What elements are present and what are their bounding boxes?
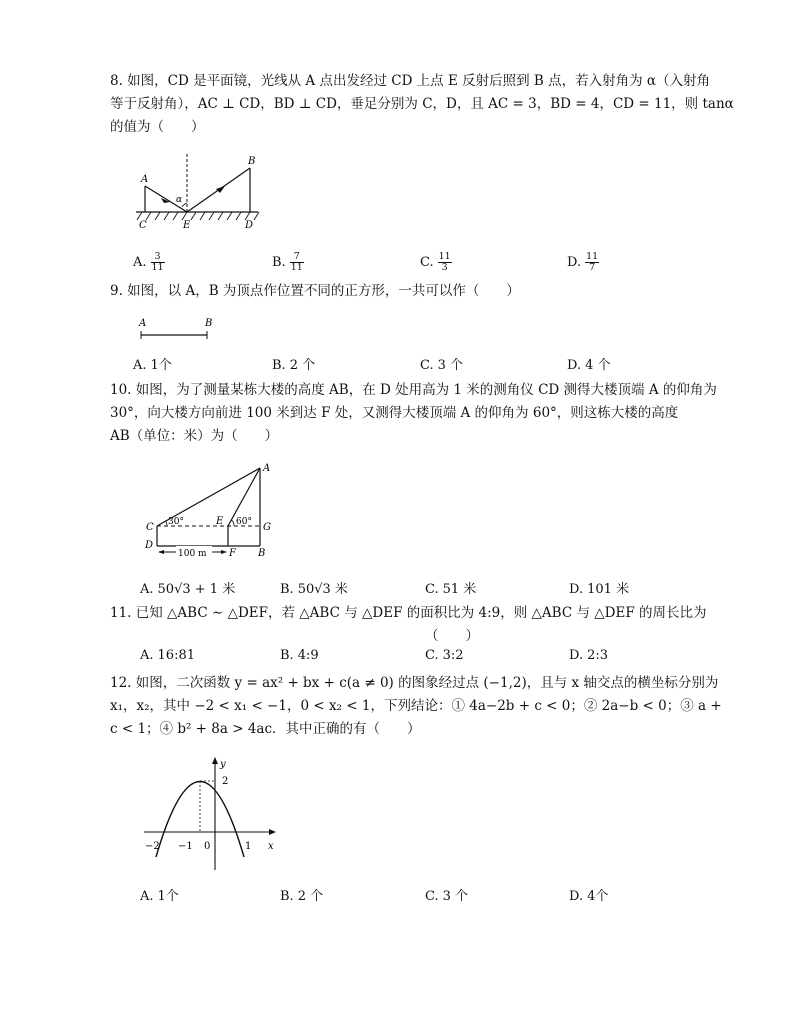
option-text: 1个 [157,889,179,904]
fraction-numerator: 3 [151,252,165,263]
option-text: 16:81 [157,648,195,663]
parabola-figure [140,752,280,874]
fraction-denominator: 3 [441,262,448,273]
option-text: 101 米 [587,582,630,597]
q10-option-b[interactable] [280,578,348,597]
label-100m: 100 m [178,549,207,559]
label-alpha: α [176,195,183,205]
fraction-denominator: 11 [290,262,303,273]
option-fraction [438,252,452,273]
label-2: 2 [222,776,229,787]
option-text: 3:2 [442,648,464,663]
x-axis-arrow [269,829,276,835]
option-label: B. [272,358,286,373]
q9-option-d[interactable] [567,354,611,373]
question-8-line-1: 8. 如图，CD 是平面镜，光线从 A 点出发经过 CD 上点 E 反射后照到 B 点，若入射角为 α（入射角 [110,73,711,89]
option-label: B. [280,889,294,904]
label-f: F [229,548,236,559]
label-d: D [245,220,254,231]
label-c: C [146,522,154,533]
label-d: D [145,540,154,551]
label-a: A [141,174,149,185]
label-0: 0 [204,841,211,852]
mirror-reflection-figure [130,150,270,235]
label-b: B [248,156,256,167]
option-text: 51 米 [442,582,477,597]
q10-option-a[interactable] [140,578,235,597]
option-text: 4 个 [585,358,611,373]
option-text: 3 个 [437,358,464,373]
label-1: 1 [245,841,252,852]
option-label: C. [425,889,439,904]
question-12-line-2: x₁，x₂，其中 −2 < x₁ < −1，0 < x₂ < 1，下列结论：① 4a−2b + c < 0；② 2a−b < 0；③ a + [110,698,722,714]
question-12-options [133,885,693,905]
q12-option-c[interactable] [425,885,468,904]
q11-option-d[interactable] [569,648,608,663]
option-label: D. [567,255,582,270]
option-fraction [585,252,599,273]
mirror-hatching [137,212,259,220]
question-9-line-1: 9. 如图，以 A，B 为顶点作位置不同的正方形，一共可以作（ ） [110,283,520,299]
option-text: 50√3 + 1 米 [157,582,236,597]
q10-option-d[interactable] [569,578,629,597]
option-label: B. [280,648,294,663]
label-a: A [139,318,147,329]
question-8-line-3: 的值为（ ） [110,119,205,135]
question-11-line-2: （ ） [425,628,479,644]
parabola-curve [156,782,244,858]
question-8-options [133,252,693,272]
question-10-line-2: 30°，向大楼方向前进 100 米到达 F 处，又测得大楼顶端 A 的仰角为 60°，则这栋大楼的高度 [110,405,679,421]
label-b: B [205,318,213,329]
q10-option-c[interactable] [425,578,476,597]
option-text: 4:9 [297,648,319,663]
q11-option-b[interactable] [280,648,319,663]
option-fraction [290,252,304,273]
option-label: C. [420,255,434,270]
option-text: 2 个 [289,358,316,373]
option-label: D. [569,582,584,597]
label-e: E [183,220,191,231]
label-b: B [258,548,266,559]
option-label: A. [140,889,154,904]
label-30deg: 30° [168,517,184,527]
dimension-arrow-left [158,550,164,554]
q8-option-b[interactable] [272,252,304,273]
label-c: C [139,220,147,231]
fraction-numerator: 11 [586,251,599,262]
option-label: D. [567,358,582,373]
label-y: y [220,759,226,770]
option-label: A. [140,582,154,597]
question-11-line-1: 11. 已知 △ABC ∼ △DEF，若 △ABC 与 △DEF 的面积比为 4:9，则 △ABC 与 △DEF 的周长比为 [110,605,707,621]
question-12-line-3: c < 1；④ b² + 8a > 4ac．其中正确的有（ ） [110,721,421,737]
question-10 [110,379,717,448]
q9-option-b[interactable] [272,354,315,373]
label-neg1: −1 [178,841,193,852]
option-fraction [151,252,165,273]
q8-option-c[interactable] [420,252,452,273]
label-a: A [263,463,271,474]
q12-option-b[interactable] [280,885,323,904]
q9-option-a[interactable] [133,354,172,373]
q11-option-a[interactable] [140,648,195,663]
q8-option-d[interactable] [567,252,599,273]
option-text: 50√3 米 [297,582,348,597]
question-12 [110,672,722,741]
y-axis-arrow [212,757,218,764]
option-text: 1个 [150,358,172,373]
question-10-options [133,578,693,598]
segment-ab-figure [135,314,220,344]
question-10-line-1: 10. 如图，为了测量某栋大楼的高度 AB，在 D 处用高为 1 米的测角仪 CD 测得大楼顶端 A 的仰角为 [110,382,717,398]
q9-option-c[interactable] [420,354,463,373]
question-11-options [133,648,693,668]
label-60deg: 60° [236,517,252,527]
option-text: 4个 [587,889,609,904]
option-label: C. [420,358,434,373]
q12-option-d[interactable] [569,885,608,904]
label-neg2: −2 [145,841,160,852]
option-label: D. [569,889,584,904]
option-label: C. [425,648,439,663]
label-g: G [263,522,271,533]
option-text: 2 个 [297,889,324,904]
label-x: x [268,841,274,852]
option-label: A. [140,648,154,663]
option-label: D. [569,648,584,663]
question-10-line-3: AB（单位：米）为（ ） [110,428,279,444]
question-9-options [133,354,693,374]
question-9 [110,280,704,303]
q8-option-a[interactable] [133,252,165,273]
option-label: C. [425,582,439,597]
building-height-figure [140,458,280,560]
q11-option-c[interactable] [425,648,464,663]
label-e: E [216,516,224,527]
question-11 [110,602,707,648]
question-8-line-2: 等于反射角），AC ⊥ CD，BD ⊥ CD，垂足分别为 C，D，且 AC = 3，BD = 4，CD = 11，则 tanα [110,96,734,112]
option-text: 2:3 [587,648,609,663]
fraction-denominator: 11 [151,262,164,273]
option-label: B. [272,255,286,270]
fraction-numerator: 11 [438,251,451,262]
option-label: A. [133,255,147,270]
question-12-line-1: 12. 如图，二次函数 y = ax² + bx + c(a ≠ 0) 的图象经过点 (−1,2)，且与 x 轴交点的横坐标分别为 [110,675,719,691]
option-text: 3 个 [442,889,469,904]
option-label: A. [133,358,147,373]
q12-option-a[interactable] [140,885,179,904]
angle-alpha-arc [182,203,187,207]
dimension-arrow-right [221,550,227,554]
fraction-numerator: 7 [290,252,304,263]
fraction-denominator: 7 [589,262,596,273]
reflected-ray-arrow [216,186,225,193]
question-8 [110,70,734,139]
option-label: B. [280,582,294,597]
